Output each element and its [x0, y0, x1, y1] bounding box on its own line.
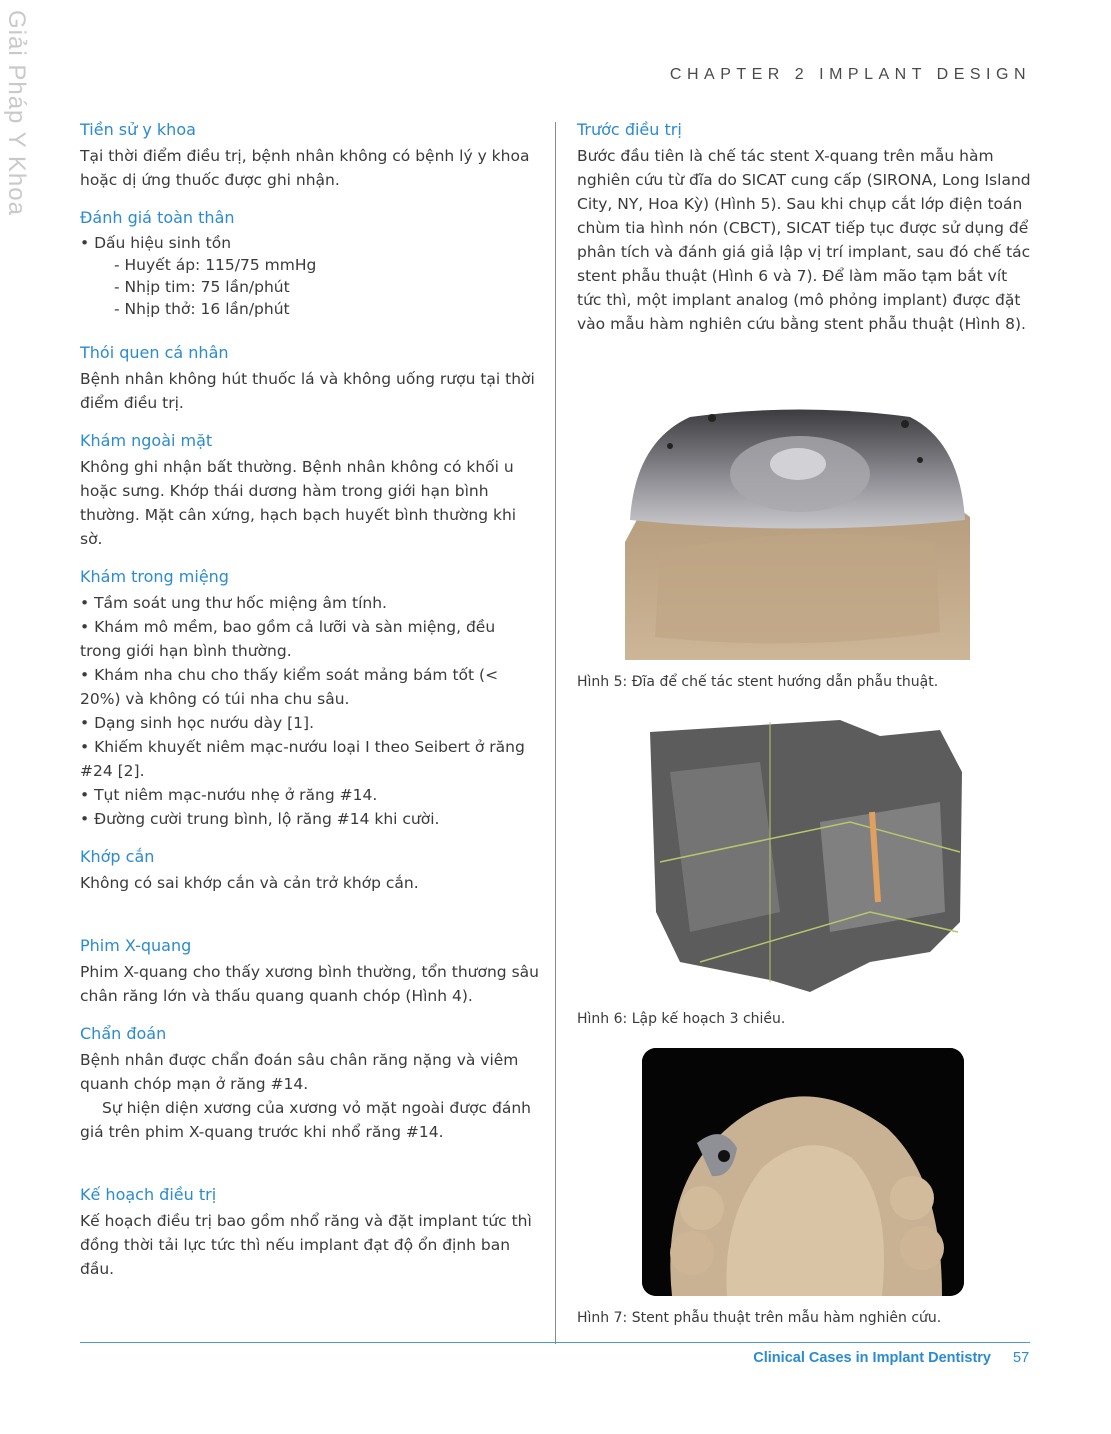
list-item: • Khám nha chu cho thấy kiểm soát mảng bám tốt (< 20%) và không có túi nha chu sâu.	[80, 666, 499, 708]
section-text: Bệnh nhân được chẩn đoán sâu chân răng nặng và viêm quanh chóp mạn ở răng #14.	[80, 1051, 519, 1093]
section-title: Khám trong miệng	[80, 567, 229, 586]
section-text: Tại thời điểm điều trị, bệnh nhân không có bệnh lý y khoa hoặc dị ứng thuốc được ghi nhận.	[80, 147, 530, 189]
section-title: Kế hoạch điều trị	[80, 1185, 217, 1204]
section-text: Kế hoạch điều trị bao gồm nhổ răng và đặt implant tức thì đồng thời tải lực tức thì nếu implant đạt độ ổn định ban đầu.	[80, 1212, 532, 1278]
list-item: • Khiếm khuyết niêm mạc-nướu loại I theo Seibert ở răng #24 [2].	[80, 738, 525, 780]
vital-item: - Nhịp tim: 75 lần/phút	[114, 278, 290, 296]
list-item: • Tụt niêm mạc-nướu nhẹ ở răng #14.	[80, 786, 378, 804]
figure-6-caption: Hình 6: Lập kế hoạch 3 chiều.	[577, 1011, 786, 1027]
section-title: Khám ngoài mặt	[80, 431, 213, 450]
section-text: Không có sai khớp cắn và cản trở khớp cắn.	[80, 874, 419, 892]
section-title: Phim X-quang	[80, 936, 192, 955]
figure-5-image	[620, 402, 975, 660]
left-column	[80, 119, 540, 1296]
list-item: • Dạng sinh học nướu dày [1].	[80, 714, 315, 732]
section-title: Chẩn đoán	[80, 1024, 167, 1043]
footer-rule	[80, 1342, 1030, 1343]
section-title: Thói quen cá nhân	[80, 343, 229, 362]
section-text: Sự hiện diện xương của xương vỏ mặt ngoài được đánh giá trên phim X-quang trước khi nhổ răng #14.	[80, 1099, 531, 1141]
figure-7-image	[642, 1048, 964, 1296]
section-title: Trước điều trị	[577, 120, 682, 139]
list-item: • Tầm soát ung thư hốc miệng âm tính.	[80, 594, 387, 612]
figure-6-image	[640, 712, 972, 1000]
section-medical-history	[80, 119, 540, 192]
section-diagnosis	[80, 1023, 540, 1144]
section-text: Bước đầu tiên là chế tác stent X-quang trên mẫu hàm nghiên cứu từ đĩa do SICAT cung cấp (SIRONA, Long Island City, NY, Hoa Kỳ) (Hình 5). Sau khi chụp cắt lớp điện toán chùm tia hình nón (CBCT), SICAT tiếp tục được sử dụng để phân tích và đánh giá giả lập vị trí implant, sau đó chế tác stent phẫu thuật (Hình 6 và 7). Để làm mão tạm bắt vít tức thì, một implant analog (mô phỏng implant) được đặt vào mẫu hàm nghiên cứu bằng stent phẫu thuật (Hình 8).	[577, 147, 1031, 333]
vital-item: - Huyết áp: 115/75 mmHg	[114, 256, 317, 274]
column-divider	[555, 122, 556, 1344]
section-occlusion	[80, 846, 540, 895]
page-number: 57	[1013, 1350, 1030, 1366]
intraoral-list	[80, 591, 540, 831]
figure-7-caption: Hình 7: Stent phẫu thuật trên mẫu hàm nghiên cứu.	[577, 1310, 942, 1326]
section-title: Tiền sử y khoa	[80, 120, 196, 139]
vitals-label: • Dấu hiệu sinh tồn	[80, 234, 232, 252]
section-extraoral	[80, 430, 540, 551]
vitals-list	[80, 254, 540, 320]
figure-5-caption: Hình 5: Đĩa để chế tác stent hướng dẫn phẫu thuật.	[577, 674, 939, 690]
section-title: Đánh giá toàn thân	[80, 208, 235, 227]
section-title: Khớp cắn	[80, 847, 155, 866]
section-intraoral	[80, 566, 540, 831]
section-text: Phim X-quang cho thấy xương bình thường, tổn thương sâu chân răng lớn và thấu quang quanh chóp (Hình 4).	[80, 963, 539, 1005]
vital-item: - Nhịp thở: 16 lần/phút	[114, 300, 290, 318]
footer-book-title: Clinical Cases in Implant Dentistry	[753, 1350, 991, 1366]
section-plan	[80, 1184, 540, 1281]
section-pretreatment	[577, 119, 1032, 336]
section-xray	[80, 935, 540, 1008]
section-text: Không ghi nhận bất thường. Bệnh nhân không có khối u hoặc sưng. Khớp thái dương hàm trong giới hạn bình thường. Mặt cân xứng, hạch bạch huyết bình thường khi sờ.	[80, 458, 517, 548]
list-item: • Khám mô mềm, bao gồm cả lưỡi và sàn miệng, đều trong giới hạn bình thường.	[80, 618, 496, 660]
chapter-header: CHAPTER 2 IMPLANT DESIGN	[669, 66, 1031, 83]
list-item: • Đường cười trung bình, lộ răng #14 khi cười.	[80, 810, 440, 828]
section-general-assessment	[80, 207, 540, 320]
section-habits	[80, 342, 540, 415]
section-text: Bệnh nhân không hút thuốc lá và không uống rượu tại thời điểm điều trị.	[80, 370, 535, 412]
right-column	[577, 119, 1032, 351]
watermark: Giải Pháp Y Khoa	[3, 10, 30, 216]
